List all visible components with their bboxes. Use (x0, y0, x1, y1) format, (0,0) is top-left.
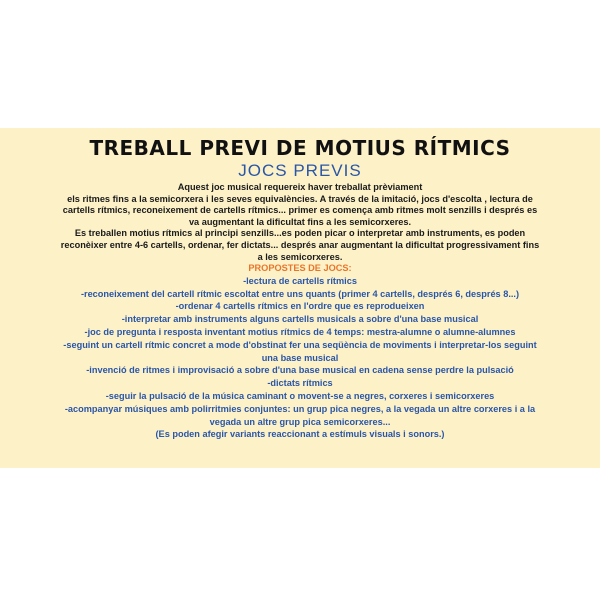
proposal-item: una base musical (261, 352, 339, 363)
proposal-item: -acompanyar músiques amb polirritmies conjuntes: un grup pica negres, a la vegada un altre corxeres i a la (64, 403, 536, 414)
intro-line: cartells rítmics, reconeixement de cartells rítmics... primer es comença amb ritmes molt senzills i després es (62, 205, 538, 216)
content-panel (0, 128, 600, 468)
intro-line: Aquest joc musical requereix haver treballat prèviament (177, 182, 423, 192)
proposal-item: -joc de pregunta i resposta inventant motius rítmics de 4 temps: mestra-alumne o alumne-alumnes (84, 326, 516, 337)
proposals-heading: PROPOSTES DE JOCS: (248, 263, 352, 274)
proposal-item: -reconeixement del cartell rítmic escoltat entre uns quants (primer 4 cartells, després 6, després 8...) (80, 288, 520, 299)
proposal-item: -dictats rítmics (267, 378, 333, 389)
intro-line: Es treballen motius rítmics al principi senzills...es poden picar o interpretar amb instruments, es poden (74, 228, 526, 239)
proposal-item: -ordenar 4 cartells rítmics en l'ordre que es reprodueixen (175, 301, 425, 312)
intro-line: a les semicorxeres. (257, 251, 343, 262)
proposal-item: -seguir la pulsació de la música caminant o movent-se a negres, corxeres i semicorxeres (105, 390, 495, 401)
proposal-item: -seguint un cartell rítmic concret a mode d'obstinat fer una seqüència de moviments i interpretar-los seguint (63, 339, 537, 350)
proposal-item: -invenció de ritmes i improvisació a sobre d'una base musical en cadena sense perdre la pulsació (86, 365, 514, 376)
proposals-list (20, 275, 580, 441)
intro-line: reconèixer entre 4-6 cartells, ordenar, fer dictats... després anar augmentant la dificultat progressivament fins (60, 239, 540, 250)
page-subtitle: JOCS PREVIS (238, 161, 362, 180)
intro-line: va augmentant la dificultat fins a les semicorxeres. (188, 216, 412, 227)
proposal-item: -interpretar amb instruments alguns cartells musicals a sobre d'una base musical (121, 314, 479, 325)
intro-paragraph (40, 182, 560, 263)
proposal-item: -lectura de cartells rítmics (243, 275, 357, 286)
page-title: TREBALL PREVI DE MOTIUS RÍTMICS (89, 136, 511, 160)
proposal-item: vegada un altre grup pica semicorxeres... (209, 416, 391, 427)
proposal-item: (Es poden afegir variants reaccionant a estímuls visuals i sonors.) (155, 429, 445, 440)
intro-line: els ritmes fins a la semicorxera i les seves equivalències. A través de la imitació, jocs d'escolta , lectura de (67, 193, 533, 204)
